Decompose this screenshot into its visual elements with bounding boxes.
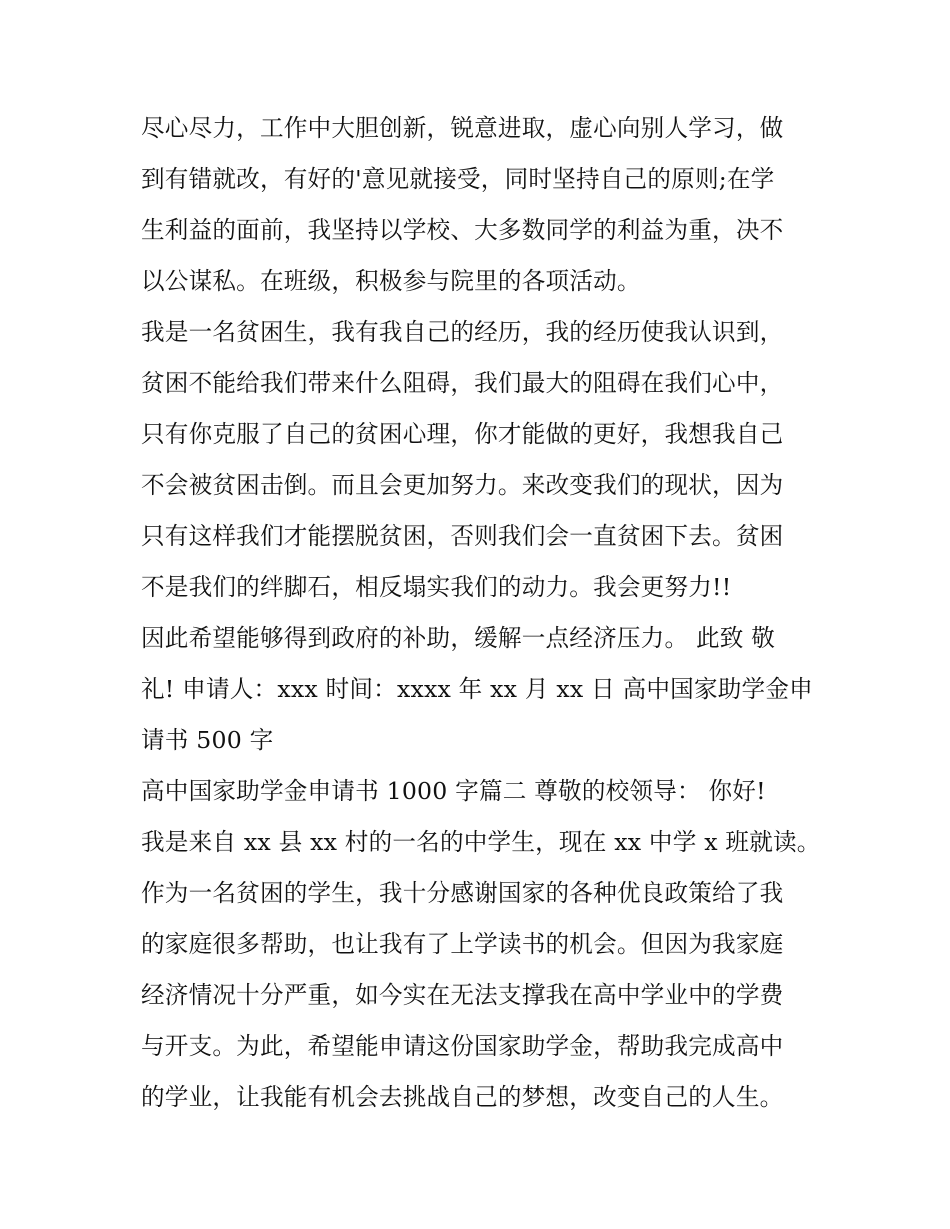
text-line-19: 与开支。为此，希望能申请这份国家助学金，帮助我完成高中 xyxy=(141,1032,784,1060)
text-line-2: 到有错就改，有好的'意见就接受，同时坚持自己的原则;在学 xyxy=(141,165,775,193)
text-line-18: 经济情况十分严重，如今实在无法支撑我在高中学业中的学费 xyxy=(141,981,784,1009)
text-line-16: 作为一名贫困的学生，我十分感谢国家的各种优良政策给了我 xyxy=(141,879,784,907)
text-line-5: 我是一名贫困生，我有我自己的经历，我的经历使我认识到， xyxy=(141,318,784,346)
text-line-3: 生利益的面前，我坚持以学校、大多数同学的利益为重，决不 xyxy=(141,216,784,244)
text-line-10: 不是我们的绊脚石，相反塌实我们的动力。我会更努力!! xyxy=(141,573,732,601)
text-line-15: 我是来自 xx 县 xx 村的一名的中学生，现在 xx 中学 x 班就读。 xyxy=(141,828,821,856)
text-line-17: 的家庭很多帮助，也让我有了上学读书的机会。但因为我家庭 xyxy=(141,930,784,958)
text-line-12: 礼! 申请人：xxx 时间：xxxx 年 xx 月 xx 日 高中国家助学金申 xyxy=(141,675,813,703)
document-body xyxy=(141,103,821,1123)
text-line-20: 的学业，让我能有机会去挑战自己的梦想，改变自己的人生。 xyxy=(141,1083,784,1111)
text-line-4: 以公谋私。在班级，积极参与院里的各项活动。 xyxy=(141,267,641,295)
text-line-6: 贫困不能给我们带来什么阻碍，我们最大的阻碍在我们心中， xyxy=(141,369,784,397)
text-line-13: 请书 500 字 xyxy=(141,726,274,754)
text-line-14: 高中国家助学金申请书 1000 字篇二 尊敬的校领导： 你好! xyxy=(141,777,766,805)
text-line-9: 只有这样我们才能摆脱贫困，否则我们会一直贫困下去。贫困 xyxy=(141,522,784,550)
text-line-7: 只有你克服了自己的贫困心理，你才能做的更好，我想我自己 xyxy=(141,420,784,448)
text-line-1: 尽心尽力，工作中大胆创新，锐意进取，虚心向别人学习，做 xyxy=(141,114,784,142)
text-line-11: 因此希望能够得到政府的补助，缓解一点经济压力。 此致 敬 xyxy=(141,624,776,652)
text-line-8: 不会被贫困击倒。而且会更加努力。来改变我们的现状，因为 xyxy=(141,471,784,499)
